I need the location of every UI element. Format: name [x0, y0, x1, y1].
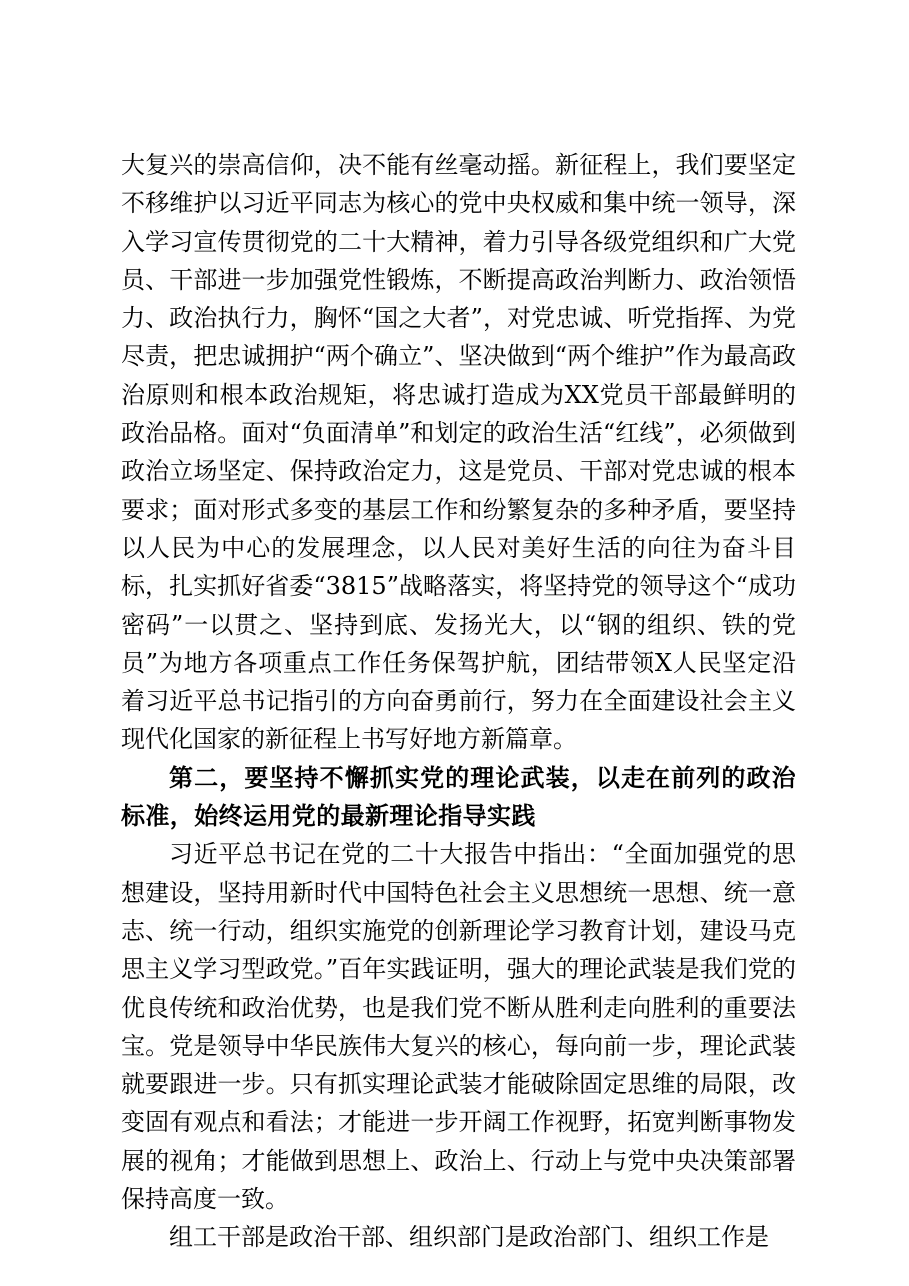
body-paragraph-2: 习近平总书记在党的二十大报告中指出：“全面加强党的思想建设，坚持用新时代中国特色社会主义思想统一思想、统一意志、统一行动，组织实施党的创新理论学习教育计划，建设马克思主义学习型政党。”百年实践证明，强大的理论武装是我们党的优良传统和政治优势，也是我们党不断从胜利走向胜利的重要法宝。党是领导中华民族伟大复兴的核心，每向前一步，理论武装就要跟进一步。只有抓实理论武装才能破除固定思维的局限，改变固有观点和看法；才能进一步开阔工作视野，拓宽判断事物发展的视角；才能做到思想上、政治上、行动上与党中央决策部署保持高度一致。 [121, 840, 796, 1214]
section-heading: 第二，要坚持不懈抓实党的理论武装，以走在前列的政治标准，始终运用党的最新理论指导实践 [121, 763, 796, 831]
body-paragraph-1: 大复兴的崇高信仰，决不能有丝毫动摇。新征程上，我们要坚定不移维护以习近平同志为核心的党中央权威和集中统一领导，深入学习宣传贯彻党的二十大精神，着力引导各级党组织和广大党员、干部进一步加强党性锻炼，不断提高政治判断力、政治领悟力、政治执行力，胸怀“国之大者”，对党忠诚、听党指挥、为党尽责，把忠诚拥护“两个确立”、坚决做到“两个维护”作为最高政治原则和根本政治规矩，将忠诚打造成为XX党员干部最鲜明的政治品格。面对“负面清单”和划定的政治生活“红线”，必须做到政治立场坚定、保持政治定力，这是党员、干部对党忠诚的根本要求；面对形式多变的基层工作和纷繁复杂的多种矛盾，要坚持以人民为中心的发展理念，以人民对美好生活的向往为奋斗目标，扎实抓好省委“3815”战略落实，将坚持党的领导这个“成功密码”一以贯之、坚持到底、发扬光大，以“钢的组织、铁的党员”为地方各项重点工作任务保驾护航，团结带领X人民坚定沿着习近平总书记指引的方向奋勇前行，努力在全面建设社会主义现代化国家的新征程上书写好地方新篇章。 [121, 151, 796, 754]
document-page [121, 146, 796, 1257]
body-paragraph-3: 组工干部是政治干部、组织部门是政治部门、组织工作是 [169, 1223, 769, 1252]
